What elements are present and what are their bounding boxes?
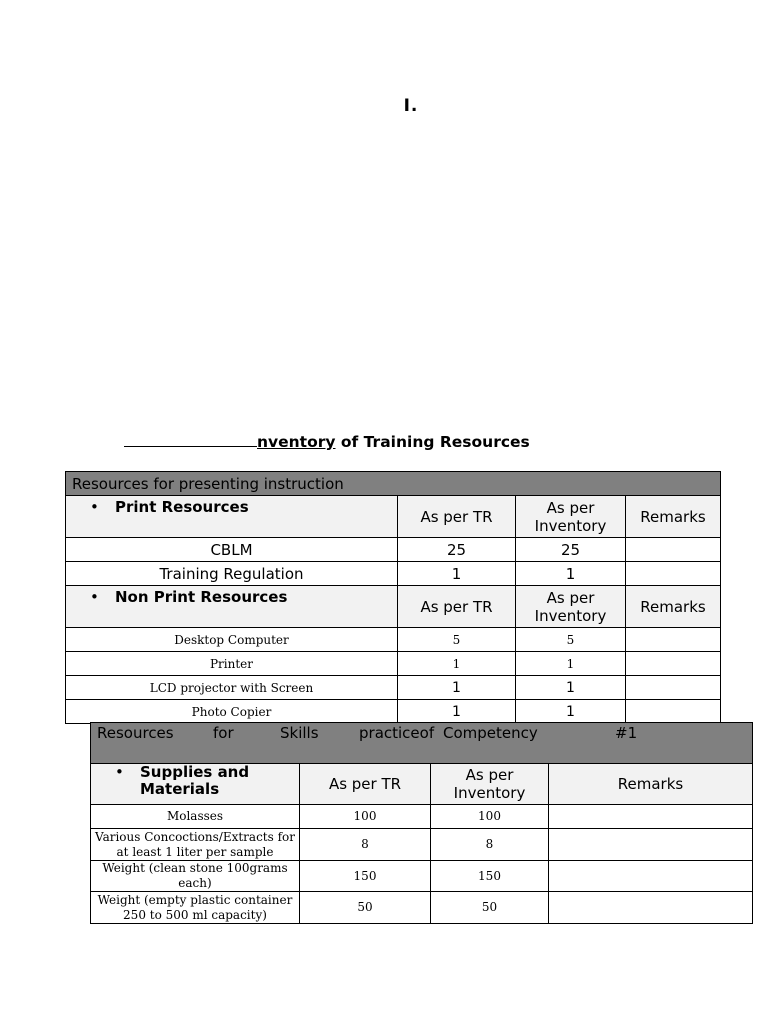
as-per-inventory-value: 1 bbox=[516, 700, 626, 724]
title-underlined-word: nventory bbox=[257, 433, 336, 451]
table2-banner-row bbox=[91, 723, 753, 764]
table2-banner bbox=[91, 723, 753, 764]
col-remarks: Remarks bbox=[626, 496, 721, 538]
as-per-tr-value: 50 bbox=[300, 892, 431, 924]
col-as-per-inventory: As per Inventory bbox=[431, 764, 549, 805]
remarks-cell bbox=[626, 562, 721, 586]
table-row bbox=[91, 829, 753, 861]
table-row bbox=[66, 538, 721, 562]
remarks-cell bbox=[626, 652, 721, 676]
remarks-cell bbox=[549, 805, 753, 829]
table-row bbox=[66, 652, 721, 676]
remarks-cell bbox=[626, 676, 721, 700]
item-name: Molasses bbox=[91, 805, 300, 829]
inventory-title bbox=[124, 432, 584, 451]
table-row bbox=[91, 861, 753, 892]
col-as-per-tr: As per TR bbox=[300, 764, 431, 805]
nonprint-resources-heading: • Non Print Resources bbox=[66, 586, 398, 628]
banner-word: for bbox=[213, 724, 234, 742]
remarks-cell bbox=[626, 538, 721, 562]
as-per-tr-value: 1 bbox=[398, 652, 516, 676]
title-rest: of Training Resources bbox=[335, 433, 530, 451]
as-per-tr-value: 100 bbox=[300, 805, 431, 829]
item-name: Weight (empty plastic container 250 to 500 ml capacity) bbox=[91, 892, 300, 924]
nonprint-resources-header-row bbox=[66, 586, 721, 628]
as-per-tr-value: 8 bbox=[300, 829, 431, 861]
table-row bbox=[66, 628, 721, 652]
as-per-tr-value: 1 bbox=[398, 562, 516, 586]
title-underline-blank bbox=[124, 432, 257, 447]
as-per-inventory-value: 50 bbox=[431, 892, 549, 924]
as-per-tr-value: 25 bbox=[398, 538, 516, 562]
as-per-inventory-value: 25 bbox=[516, 538, 626, 562]
as-per-inventory-value: 150 bbox=[431, 861, 549, 892]
banner-word: Competency bbox=[443, 724, 538, 742]
supplies-header-row bbox=[91, 764, 753, 805]
remarks-cell bbox=[626, 628, 721, 652]
as-per-tr-value: 5 bbox=[398, 628, 516, 652]
supplies-heading: • Supplies and Materials bbox=[91, 764, 300, 805]
item-name: CBLM bbox=[66, 538, 398, 562]
col-as-per-inventory: As per Inventory bbox=[516, 496, 626, 538]
as-per-inventory-value: 1 bbox=[516, 676, 626, 700]
col-as-per-tr: As per TR bbox=[398, 496, 516, 538]
remarks-cell bbox=[626, 700, 721, 724]
as-per-inventory-value: 1 bbox=[516, 652, 626, 676]
table-row bbox=[91, 805, 753, 829]
item-name: Desktop Computer bbox=[66, 628, 398, 652]
as-per-inventory-value: 8 bbox=[431, 829, 549, 861]
as-per-tr-value: 1 bbox=[398, 700, 516, 724]
skills-practice-resources-table bbox=[90, 722, 753, 924]
item-name: Photo Copier bbox=[66, 700, 398, 724]
table-row bbox=[66, 676, 721, 700]
section-number: I. bbox=[403, 96, 419, 116]
remarks-cell bbox=[549, 892, 753, 924]
item-name: Printer bbox=[66, 652, 398, 676]
table-row bbox=[91, 892, 753, 924]
table1-banner-row bbox=[66, 472, 721, 496]
as-per-tr-value: 1 bbox=[398, 676, 516, 700]
as-per-inventory-value: 1 bbox=[516, 562, 626, 586]
remarks-cell bbox=[549, 861, 753, 892]
table-row bbox=[66, 700, 721, 724]
item-name: Training Regulation bbox=[66, 562, 398, 586]
col-as-per-inventory: As per Inventory bbox=[516, 586, 626, 628]
banner-word: Resources bbox=[97, 724, 174, 742]
print-resources-heading: • Print Resources bbox=[66, 496, 398, 538]
item-name: LCD projector with Screen bbox=[66, 676, 398, 700]
print-resources-header-row bbox=[66, 496, 721, 538]
remarks-cell bbox=[549, 829, 753, 861]
as-per-tr-value: 150 bbox=[300, 861, 431, 892]
as-per-inventory-value: 5 bbox=[516, 628, 626, 652]
instruction-resources-table bbox=[65, 471, 721, 724]
banner-word: #1 bbox=[615, 724, 638, 742]
table1-banner: Resources for presenting instruction bbox=[66, 472, 721, 496]
banner-word: practiceof bbox=[359, 724, 435, 742]
item-name: Various Concoctions/Extracts for at least 1 liter per sample bbox=[91, 829, 300, 861]
col-remarks: Remarks bbox=[549, 764, 753, 805]
table-row bbox=[66, 562, 721, 586]
item-name: Weight (clean stone 100grams each) bbox=[91, 861, 300, 892]
col-as-per-tr: As per TR bbox=[398, 586, 516, 628]
banner-word: Skills bbox=[280, 724, 319, 742]
as-per-inventory-value: 100 bbox=[431, 805, 549, 829]
col-remarks: Remarks bbox=[626, 586, 721, 628]
